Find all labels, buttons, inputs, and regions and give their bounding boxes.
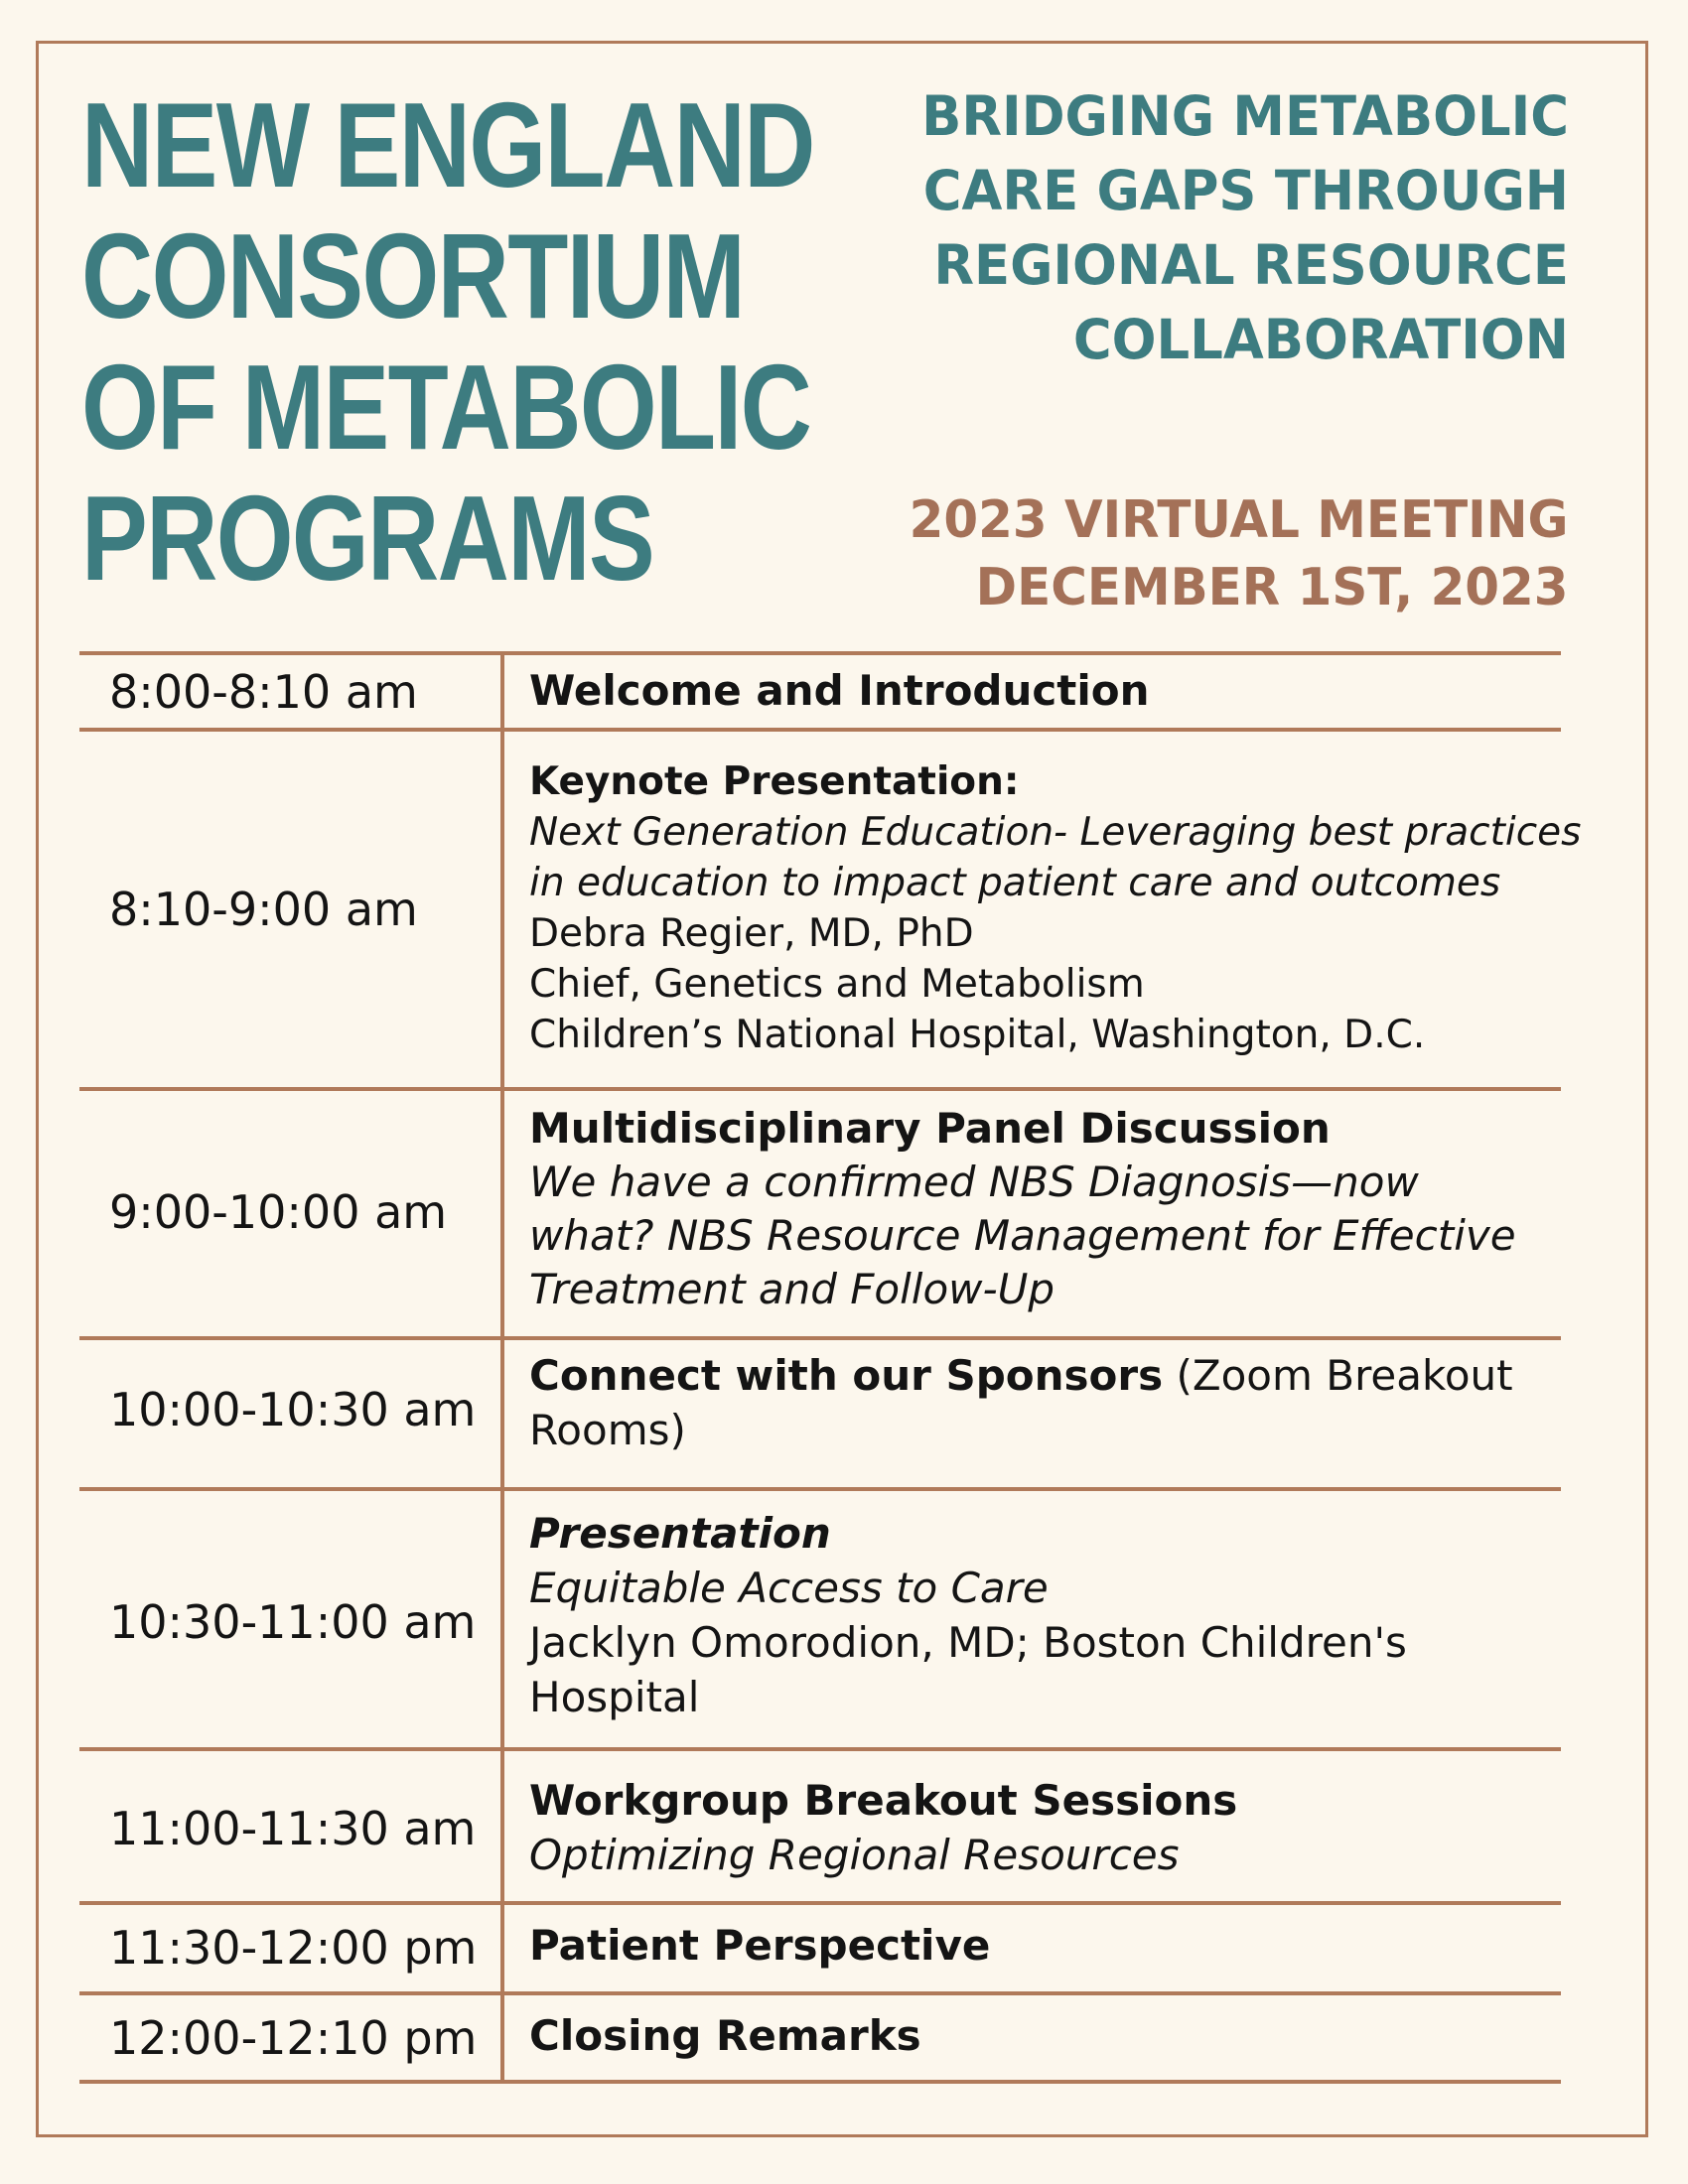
event-speaker-role: Chief, Genetics and Metabolism — [529, 962, 1145, 1007]
agenda-time: 11:00-11:30 am — [109, 1802, 477, 1855]
meeting-theme — [921, 79, 1569, 377]
event-title: Connect with our Sponsors — [529, 1351, 1164, 1400]
event-subtitle: Optimizing Regional Resources — [529, 1831, 1180, 1879]
theme-line: COLLABORATION — [1072, 308, 1569, 371]
agenda-time: 10:00-10:30 am — [109, 1383, 477, 1436]
event-note: (Zoom Breakout — [1163, 1351, 1513, 1400]
agenda-time: 11:30-12:00 pm — [109, 1921, 478, 1975]
meeting-date: DECEMBER 1ST, 2023 — [976, 558, 1569, 617]
row-divider — [79, 651, 1561, 655]
agenda-event — [529, 2010, 1631, 2062]
title-line: CONSORTIUM — [81, 208, 745, 343]
title-line: NEW ENGLAND — [81, 77, 814, 212]
event-subtitle: what? NBS Resource Management for Effective — [529, 1211, 1516, 1260]
row-divider — [79, 1087, 1561, 1091]
agenda-event — [529, 1102, 1631, 1316]
event-title: Welcome and Introduction — [529, 666, 1150, 715]
agenda-time: 10:30-11:00 am — [109, 1595, 477, 1649]
row-divider — [79, 1901, 1561, 1905]
theme-line: BRIDGING METABOLIC — [921, 84, 1569, 148]
event-subtitle: in education to impact patient care and outcomes — [529, 861, 1501, 905]
row-divider — [79, 1336, 1561, 1340]
row-divider — [79, 728, 1561, 732]
agenda-time: 8:10-9:00 am — [109, 883, 418, 936]
row-divider — [79, 1487, 1561, 1491]
agenda-event — [529, 1506, 1631, 1724]
theme-line: CARE GAPS THROUGH — [922, 159, 1569, 222]
row-divider — [79, 1991, 1561, 1995]
agenda-event — [529, 756, 1631, 1060]
agenda-time: 12:00-12:10 pm — [109, 2011, 478, 2065]
agenda-time: 8:00-8:10 am — [109, 665, 418, 719]
event-speaker: Debra Regier, MD, PhD — [529, 911, 974, 956]
event-speaker: Hospital — [529, 1673, 700, 1721]
event-title: Patient Perspective — [529, 1921, 991, 1970]
title-line: PROGRAMS — [81, 471, 654, 606]
agenda-event — [529, 1920, 1631, 1972]
event-title: Multidisciplinary Panel Discussion — [529, 1104, 1331, 1153]
event-note-cont: Rooms) — [529, 1406, 686, 1454]
column-divider — [500, 653, 504, 2083]
event-subtitle: Equitable Access to Care — [529, 1564, 1049, 1612]
agenda-event — [529, 665, 1631, 717]
event-title: Keynote Presentation: — [529, 759, 1020, 804]
row-divider — [79, 1747, 1561, 1751]
event-speaker: Jacklyn Omorodion, MD; Boston Children's — [529, 1618, 1407, 1667]
title-line: OF METABOLIC — [81, 340, 811, 475]
event-title: Workgroup Breakout Sessions — [529, 1776, 1238, 1825]
event-title: Closing Remarks — [529, 2011, 921, 2060]
theme-line: REGIONAL RESOURCE — [933, 233, 1569, 297]
event-subtitle: Next Generation Education- Leveraging best practices — [529, 810, 1582, 855]
meeting-info — [910, 486, 1569, 621]
agenda-event — [529, 1348, 1631, 1457]
event-line — [529, 1348, 1631, 1403]
consortium-title — [81, 79, 814, 604]
row-divider — [79, 2080, 1561, 2084]
event-subtitle: We have a confirmed NBS Diagnosis—now — [529, 1158, 1419, 1206]
event-speaker-affiliation: Children’s National Hospital, Washington, D.C. — [529, 1013, 1426, 1057]
event-subtitle: Treatment and Follow-Up — [529, 1265, 1055, 1313]
meeting-name: 2023 VIRTUAL MEETING — [910, 490, 1569, 550]
event-title: Presentation — [529, 1509, 831, 1558]
agenda-time: 9:00-10:00 am — [109, 1185, 448, 1239]
agenda-event — [529, 1773, 1631, 1882]
